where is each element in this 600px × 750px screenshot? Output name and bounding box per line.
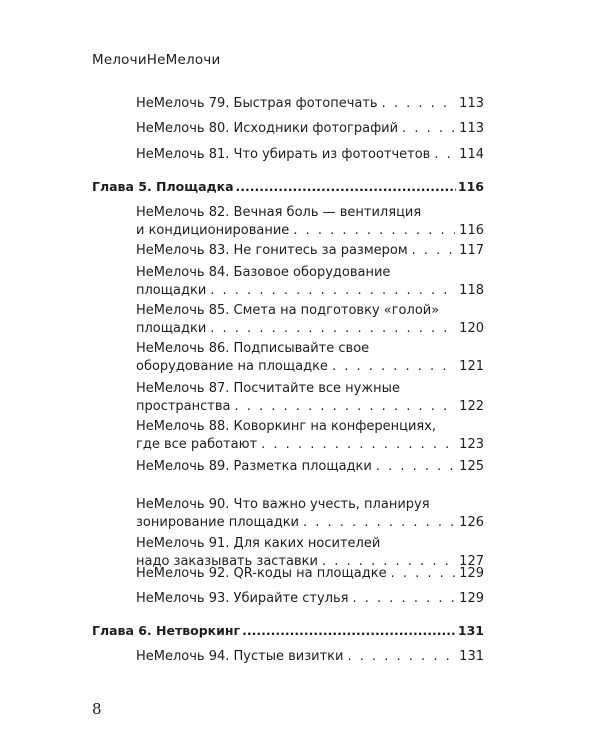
toc-entry-title: НеМелочь 86. Подписывайте свое [136,341,370,356]
dot-leader [210,282,455,300]
toc-entry [92,340,484,376]
toc-page-number: 125 [459,459,484,474]
toc-page-number: 114 [459,147,484,162]
toc-entry-line [136,514,484,532]
toc-entry [92,95,484,113]
dot-leader [382,95,456,113]
toc-entry-line [136,242,484,260]
toc-entry [92,204,484,240]
toc-page-number: 113 [459,121,484,136]
toc-entry [92,302,484,338]
toc-entry [92,648,484,666]
toc-entry-title: НеМелочь 93. Убирайте стулья [136,591,349,606]
toc-entry-line [92,178,484,196]
toc-page-number: 116 [457,179,484,194]
toc-entry [92,146,484,164]
toc-entry-title: НеМелочь 81. Что убирать из фотоотчетов [136,147,431,162]
toc-entry-line [136,535,484,553]
toc-entry-line [136,565,484,583]
toc-entry-title: площадки [136,283,207,298]
toc-entry [92,496,484,532]
toc-entry-line [136,264,484,282]
toc-entry-title: НеМелочь 90. Что важно учесть, планируя [136,497,430,512]
toc-entry-line [136,146,484,164]
toc-chapter-entry [92,622,484,640]
toc-entry-line [92,622,484,640]
toc-entry-line [136,120,484,138]
toc-page-number: 120 [459,321,484,336]
toc-entry-title: где все работают [136,437,258,452]
dot-leader [242,622,456,640]
dot-leader [210,320,455,338]
toc-entry [92,264,484,300]
dot-leader [332,358,455,376]
toc-entry-title: НеМелочь 85. Смета на подготовку «голой» [136,303,440,318]
toc-entry-title: пространства [136,399,231,414]
toc-entry-line [136,590,484,608]
running-head: МелочиНеМелочи [92,52,221,68]
dot-leader [353,590,456,608]
toc-entry-title: зонирование площадки [136,515,299,530]
toc-page-number: 131 [459,649,484,664]
toc-entry-line [136,222,484,240]
dot-leader [235,398,456,416]
dot-leader [391,565,456,583]
toc-entry [92,242,484,260]
toc-page-number: 118 [459,283,484,298]
toc-page-number: 121 [459,359,484,374]
toc-entry [92,380,484,416]
toc-entry-line [136,320,484,338]
toc-entry-title: НеМелочь 89. Разметка площадки [136,459,372,474]
toc-entry [92,418,484,454]
toc-entry [92,458,484,476]
toc-entry-line [136,496,484,514]
toc-entry-title: НеМелочь 84. Базовое оборудование [136,265,391,280]
toc-page-number: 126 [459,515,484,530]
toc-entry-title: Глава 6. Нетворкинг [92,623,241,638]
page-number: 8 [92,700,102,718]
toc-page-number: 131 [457,623,484,638]
toc-page-number: 122 [459,399,484,414]
toc-entry-title: НеМелочь 82. Вечная боль — вентиляция [136,205,422,220]
toc-page-number: 113 [459,96,484,111]
toc-entry-line [136,436,484,454]
toc-entry-line [136,95,484,113]
toc-entry-title: НеМелочь 92. QR-коды на площадке [136,566,387,581]
dot-leader [303,514,455,532]
toc-entry-line [136,340,484,358]
toc-entry-line [136,648,484,666]
toc-entry-title: и кондиционирование [136,223,290,238]
toc-entry-title: оборудование на площадке [136,359,328,374]
toc-page-number: 127 [459,554,484,569]
toc-entry-title: НеМелочь 80. Исходники фотографий [136,121,399,136]
toc-entry-line [136,398,484,416]
toc-entry-line [136,358,484,376]
dot-leader [293,222,455,240]
dot-leader [261,436,455,454]
toc-entry-title: площадки [136,321,207,336]
toc-page-number: 123 [459,437,484,452]
toc-entry-title: НеМелочь 79. Быстрая фотопечать [136,96,378,111]
toc-entry-title: НеМелочь 87. Посчитайте все нужные [136,381,400,396]
toc-entry-line [136,458,484,476]
toc-chapter-entry [92,178,484,196]
toc-entry-title: НеМелочь 88. Коворкинг на конференциях, [136,419,437,434]
toc-entry [92,590,484,608]
dot-leader [236,178,456,196]
toc-entry-line [136,282,484,300]
toc-entry-title: НеМелочь 94. Пустые визитки [136,649,344,664]
dot-leader [376,458,455,476]
toc-page-number: 117 [459,243,484,258]
toc-entry-title: НеМелочь 83. Не гонитесь за размером [136,243,408,258]
toc-page-number: 129 [459,566,484,581]
toc-entry [92,120,484,138]
dot-leader [412,242,456,260]
toc-entry-title: надо заказывать заставки [136,554,318,569]
toc-entry-line [136,418,484,436]
toc-page-number: 129 [459,591,484,606]
toc-entry [92,565,484,583]
toc-entry-line [136,380,484,398]
dot-leader [347,648,455,666]
toc-page-number: 116 [459,223,484,238]
toc-entry-title: Глава 5. Площадка [92,179,234,194]
dot-leader [402,120,455,138]
dot-leader [434,146,455,164]
toc-entry-line [136,204,484,222]
toc-entry-line [136,302,484,320]
toc-entry-title: НеМелочь 91. Для каких носителей [136,536,381,551]
